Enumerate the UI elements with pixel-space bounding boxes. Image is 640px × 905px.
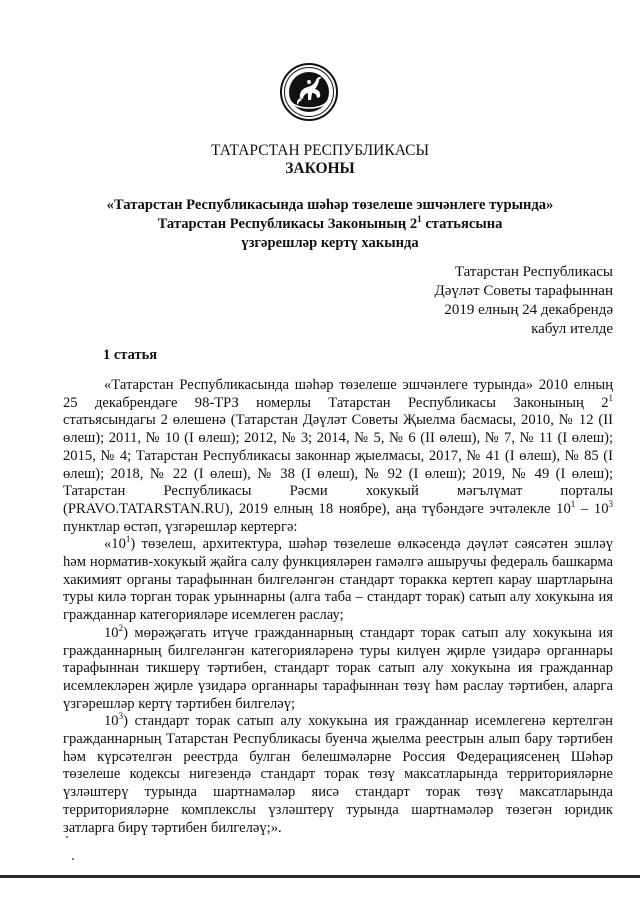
law-title-line-2: Татарстан Республикасы Законының $2^1$ статьясына (157, 214, 503, 232)
scan-artifact (66, 836, 68, 838)
article-heading: 1 статья (103, 347, 158, 363)
tatarstan-coat-of-arms-icon (279, 62, 339, 122)
article-paragraph: «$10^1$) төзелеш, архитектура, шәһәр төзелеше өлкәсендә дәүләт сәясәтен эшләү һәм норматив-хокукый җайга салу функцияләрен гамәлгә ашыручы федераль башкарма хакимият органы тарафыннан билгеләнгән стандарт торакка кертеп карау шартларына туры килә торган торак урыннарны (алга таба – стандарт торак) сатып алу хокукына ия гражданнар категорияләре исемлеген раслау; (63, 534, 613, 624)
article-body (63, 377, 613, 837)
law-title (80, 196, 580, 253)
adoption-line-1: Татарстан Республикасы (454, 264, 613, 280)
scan-artifact (72, 858, 74, 860)
law-title-line-1: «Татарстан Республикасында шәһәр төзелеше эшчәнлеге турында» (106, 197, 554, 213)
article-paragraph: «Татарстан Республикасында шәһәр төзелеше эшчәнлеге турында» 2010 елның 25 декабрендәге 98-ТРЗ номерлы Татарстан Республикасы Законының $2^1$ статьясындагы 2 өлешенә (Татарстан Дәүләт Советы Җыелма басмасы, 2010, № 12 (II өлеш); 2011, № 10 (I өлеш); 2012, № 3; 2014, № 5, № 6 (II өлеш), № 7, № 11 (I өлеш); 2015, № 4; Татарстан Республикасы законнар җыелмасы, 2017, № 41 (I өлеш), № 85 (I өлеш); 2018, № 22 (I өлеш), № 38 (I өлеш), № 92 (I өлеш); 2019, № 49 (I өлеш); Татарстан Республикасы Рәсми хокукый мәгълүмат порталы (PRAVO.TATARSTAN.RU), 2019 елның 18 ноябре), аңа түбәндәге эчтәлекле $10^1 - 10^3$ пунктлар өстәп, үзгәрешләр кертергә: (63, 377, 614, 535)
republic-heading: ТАТАРСТАН РЕСПУБЛИКАСЫ (211, 142, 429, 159)
article-paragraph: $10^2$) мөрәҗәгать итүче гражданнарның стандарт торак сатып алу хокукына ия гражданнарның билгеләнгән категорияләренә туры килүен җирле үзидарә органнары тарафыннан тикшерү тәртибен, стандарт торак сатып алу хокукына ия гражданнар исемлекләрен җирле үзидарә органнары тарафыннан төзү һәм раслау тәртибен, аларга үзгәрешләр кертү тәртибен билгеләү; (63, 622, 613, 712)
adoption-line-2: Дәүләт Советы тарафыннан (434, 283, 613, 299)
adoption-line-4: кабул ителде (531, 321, 613, 337)
adoption-note (353, 263, 613, 339)
laws-heading: ЗАКОНЫ (285, 160, 355, 177)
adoption-date: 2019 елның 24 декабрендә (444, 302, 613, 318)
scan-edge-line (0, 875, 640, 878)
article-paragraph: $10^3$) стандарт торак сатып алу хокукына ия гражданнар исемлегенә кертелгән гражданнарның Татарстан Республикасы буенча җыелма реестрын алып бару тәртибен һәм күрсәтелгән реестрда булган белешмәләрне Россия Федерациясенең Шәһәр төзелеше кодексы нигезендә стандарт торак төзү максатларында территорияләрне үзләштерү турында шартнамәләр яисә стандарт торак төзү максатларында территорияләрне комплекслы үзләштерү турында шартнамәләр төзегән юридик затларга бирү тәртибен билгеләү;». (63, 711, 613, 836)
law-title-line-3: үзгәрешләр кертү хакында (241, 235, 419, 251)
